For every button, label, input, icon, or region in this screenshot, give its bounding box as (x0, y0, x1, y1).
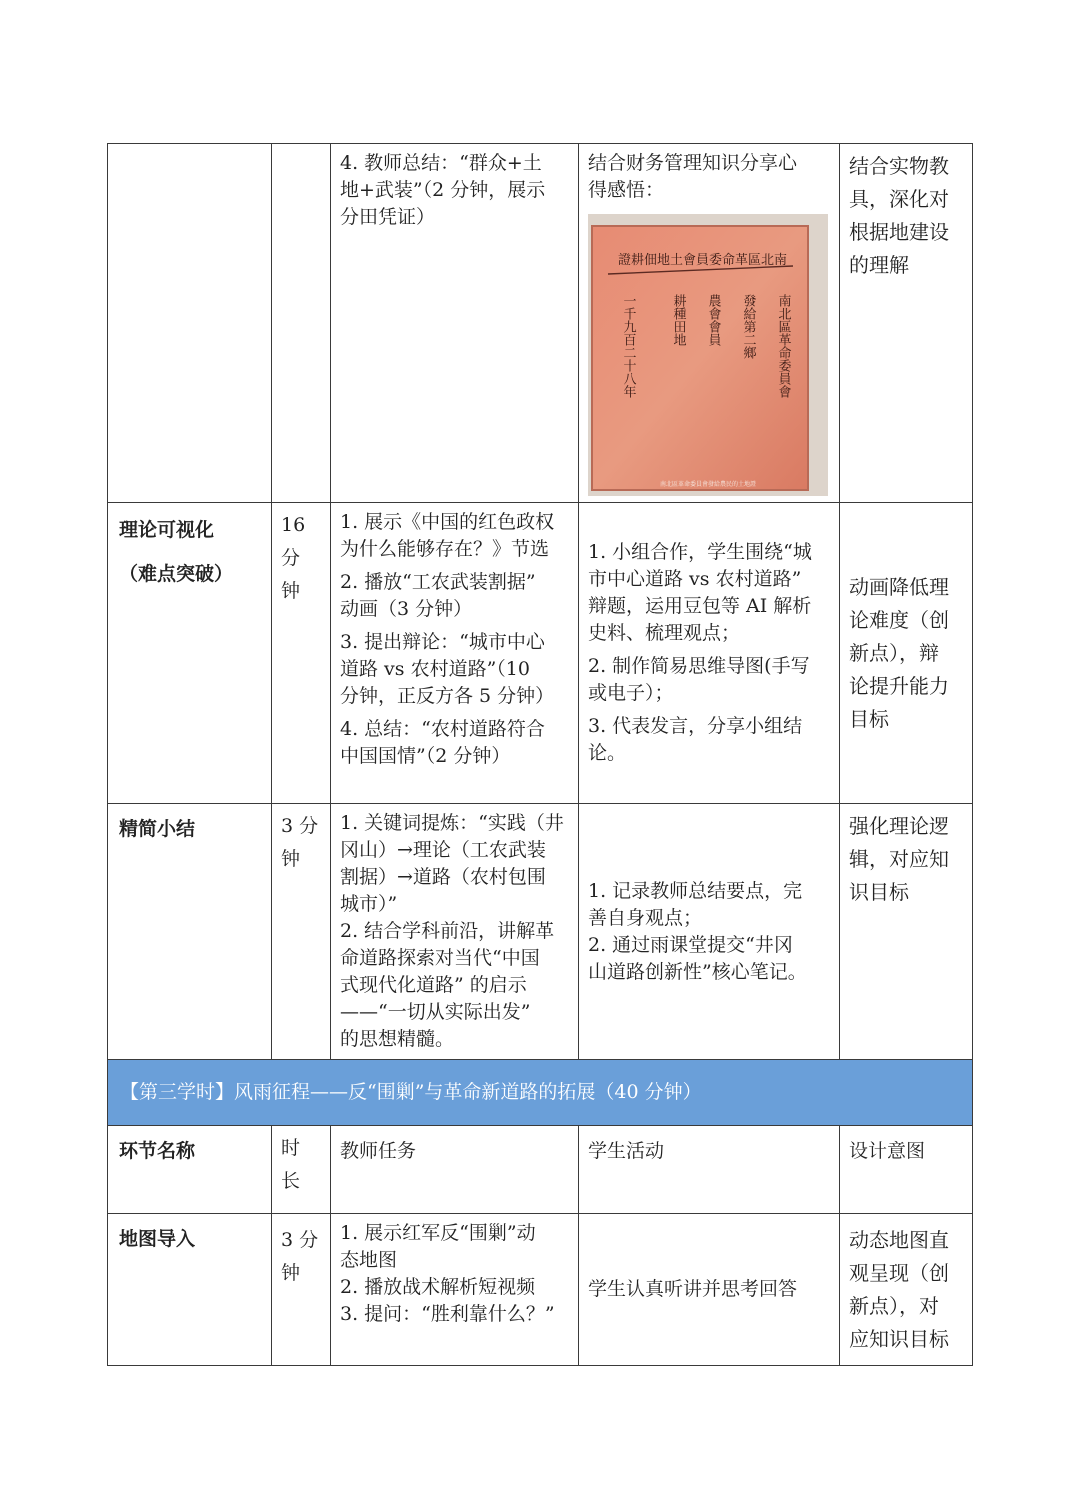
duration-cell (272, 804, 331, 1060)
student-activity-line: 论。 (588, 742, 627, 764)
table-row-map (108, 1214, 973, 1366)
column-header-text: 环节名称 (119, 1140, 196, 1162)
table-header-row (108, 1126, 973, 1214)
teacher-task-line: 4. 总结：“农村道路符合 (340, 718, 545, 740)
teacher-task-line: 命道路探索对当代“中国 (340, 947, 540, 969)
design-intent-line: 强化理论逻 (849, 814, 949, 838)
student-activity-line: 1. 小组合作，学生围绕“城 (588, 541, 812, 563)
teacher-task-line: 的思想精髓。 (340, 1028, 455, 1050)
design-intent-line: 动画降低理 (849, 574, 949, 599)
certificate-header-text: 證耕佃地土會員委命革區北南 (618, 253, 788, 268)
design-intent-line: 观呈现（创 (849, 1261, 949, 1285)
teacher-task-line: 3. 提问：“胜利靠什么？” (340, 1303, 555, 1325)
stage-name-text: 精简小结 (119, 818, 196, 840)
duration-text: 钟 (281, 848, 301, 870)
teacher-task-line: 动画（3 分钟） (340, 598, 473, 620)
certificate-column-text: 農會會員 (705, 294, 721, 346)
certificate-column-text: 南北區革命委員會 (775, 294, 791, 398)
teacher-task-line: 道路 vs 农村道路”（10 (340, 658, 530, 680)
section-header-row (108, 1060, 973, 1126)
certificate-column-text: 耕種田地 (670, 294, 686, 346)
teacher-task-cell (331, 144, 579, 503)
stage-name-cell (108, 804, 272, 1060)
column-header-text: 教师任务 (340, 1140, 417, 1162)
duration-text: 钟 (281, 1262, 301, 1284)
teacher-task-line: 分田凭证） (340, 206, 436, 228)
student-activity-line: 3. 代表发言，分享小组结 (588, 715, 803, 737)
column-header-text: 学生活动 (588, 1140, 665, 1162)
column-header-student-activity (579, 1126, 840, 1214)
student-activity-cell (579, 503, 840, 804)
teacher-task-cell (331, 804, 579, 1060)
stage-name-cell (108, 1214, 272, 1366)
design-intent-line: 识目标 (849, 880, 909, 904)
teacher-task-line: 式现代化道路” 的启示 (340, 974, 527, 996)
design-intent-cell (840, 804, 973, 1060)
duration-cell (272, 503, 331, 804)
teacher-task-cell (331, 503, 579, 804)
student-activity-cell (579, 804, 840, 1060)
design-intent-line: 结合实物教 (849, 154, 949, 178)
certificate-column-text: 發給第二鄉 (740, 294, 756, 359)
teacher-task-line: 1. 关键词提炼：“实践（井 (340, 812, 564, 834)
teacher-task-line: 城市）” (340, 893, 398, 915)
duration-text: 分 (281, 547, 301, 569)
design-intent-line: 目标 (849, 706, 889, 731)
student-activity-line: 学生认真听讲并思考回答 (588, 1278, 798, 1300)
student-activity-item (588, 539, 831, 647)
design-intent-line: 论难度（创 (849, 607, 949, 632)
student-activity-item (588, 713, 831, 767)
design-intent-line: 新点），对 (849, 1294, 939, 1318)
certificate-column-text: 一千九百二十八年 (620, 294, 636, 398)
column-header-teacher-task (331, 1126, 579, 1214)
teacher-task-cell (331, 1214, 579, 1366)
student-activity-cell (579, 144, 840, 503)
column-header-stage (108, 1126, 272, 1214)
teacher-task-item (340, 569, 570, 623)
lesson-plan-table (107, 143, 973, 1366)
duration-text: 3 分 (281, 1229, 319, 1251)
teacher-task-item (340, 509, 570, 563)
duration-text: 3 分 (281, 815, 319, 837)
student-activity-line: 1. 记录教师总结要点，完 (588, 879, 803, 902)
stage-name-text: （难点突破） (119, 563, 234, 585)
duration-text: 16 (281, 514, 306, 536)
student-activity-line: 2. 制作简易思维导图(手写 (588, 655, 810, 677)
teacher-task-line: 为什么能够存在？》节选 (340, 538, 550, 560)
stage-name-text: 地图导入 (119, 1228, 196, 1250)
teacher-task-line: ——“一切从实际出发” (340, 1001, 531, 1023)
stage-name-cell (108, 144, 272, 503)
student-activity-line: 或电子）； (588, 682, 674, 704)
design-intent-line: 动态地图直 (849, 1228, 949, 1252)
duration-text: 钟 (281, 580, 301, 602)
photo-caption: 南北區革命委員會發給農民的土地證 (659, 481, 757, 488)
design-intent-cell (840, 144, 973, 503)
teacher-task-item (340, 629, 570, 710)
student-activity-cell (579, 1214, 840, 1366)
teacher-task-line: 1. 展示《中国的红色政权 (340, 511, 555, 533)
teacher-task-line: 3. 提出辩论：“城市中心 (340, 631, 545, 653)
teacher-task-line: 4. 教师总结：“群众+土 (340, 152, 542, 174)
teacher-task-line: 冈山）→理论（工农武装 (340, 839, 546, 861)
column-header-text: 设计意图 (849, 1140, 926, 1162)
stage-name-cell (108, 503, 272, 804)
design-intent-cell (840, 503, 973, 804)
column-header-duration (272, 1126, 331, 1214)
teacher-task-line: 2. 播放战术解析短视频 (340, 1276, 536, 1298)
student-activity-line: 市中心道路 vs 农村道路” (588, 568, 802, 590)
stage-name-text: 理论可视化 (119, 519, 215, 541)
design-intent-line: 的理解 (849, 253, 909, 277)
teacher-task-line: 1. 展示红军反“围剿”动 (340, 1222, 536, 1244)
student-activity-line: 史料、梳理观点； (588, 622, 741, 644)
design-intent-line: 根据地建设 (849, 220, 949, 244)
student-activity-line: 得感悟： (588, 179, 665, 201)
design-intent-line: 新点），辩 (849, 640, 939, 665)
column-header-text: 时 (281, 1137, 301, 1159)
teacher-task-line: 地+武装”（2 分钟，展示 (340, 179, 546, 201)
student-activity-line: 2. 通过雨课堂提交“井冈 (588, 933, 793, 956)
design-intent-cell (840, 1214, 973, 1366)
duration-cell (272, 1214, 331, 1366)
table-row-summary (108, 804, 973, 1060)
design-intent-line: 应知识目标 (849, 1327, 949, 1351)
table-row-theory (108, 503, 973, 804)
duration-cell (272, 144, 331, 503)
student-activity-line: 结合财务管理知识分享心 (588, 152, 798, 174)
teacher-task-line: 2. 播放“工农武装割据” (340, 571, 536, 593)
teacher-task-line: 割据）→道路（农村包围 (340, 866, 546, 888)
student-activity-item (588, 653, 831, 707)
teacher-task-line: 中国国情”（2 分钟） (340, 745, 511, 767)
teacher-task-line: 2. 结合学科前沿，讲解革 (340, 920, 555, 942)
student-activity-line: 山道路创新性”核心笔记。 (588, 960, 807, 983)
section-header: 【第三学时】风雨征程——反“围剿”与革命新道路的拓展（40 分钟） (108, 1060, 973, 1126)
design-intent-line: 论提升能力 (849, 673, 949, 698)
design-intent-line: 具，深化对 (849, 187, 949, 211)
teacher-task-line: 态地图 (340, 1249, 398, 1271)
column-header-design-intent (840, 1126, 973, 1214)
column-header-text: 长 (281, 1170, 301, 1192)
teacher-task-item (340, 716, 570, 770)
teacher-task-line: 分钟，正反方各 5 分钟） (340, 685, 555, 707)
land-certificate-photo (588, 214, 828, 496)
student-activity-line: 辩题，运用豆包等 AI 解析 (588, 595, 812, 617)
design-intent-line: 辑，对应知 (849, 847, 949, 871)
student-activity-line: 善自身观点； (588, 906, 703, 929)
table-row-continued (108, 144, 973, 503)
